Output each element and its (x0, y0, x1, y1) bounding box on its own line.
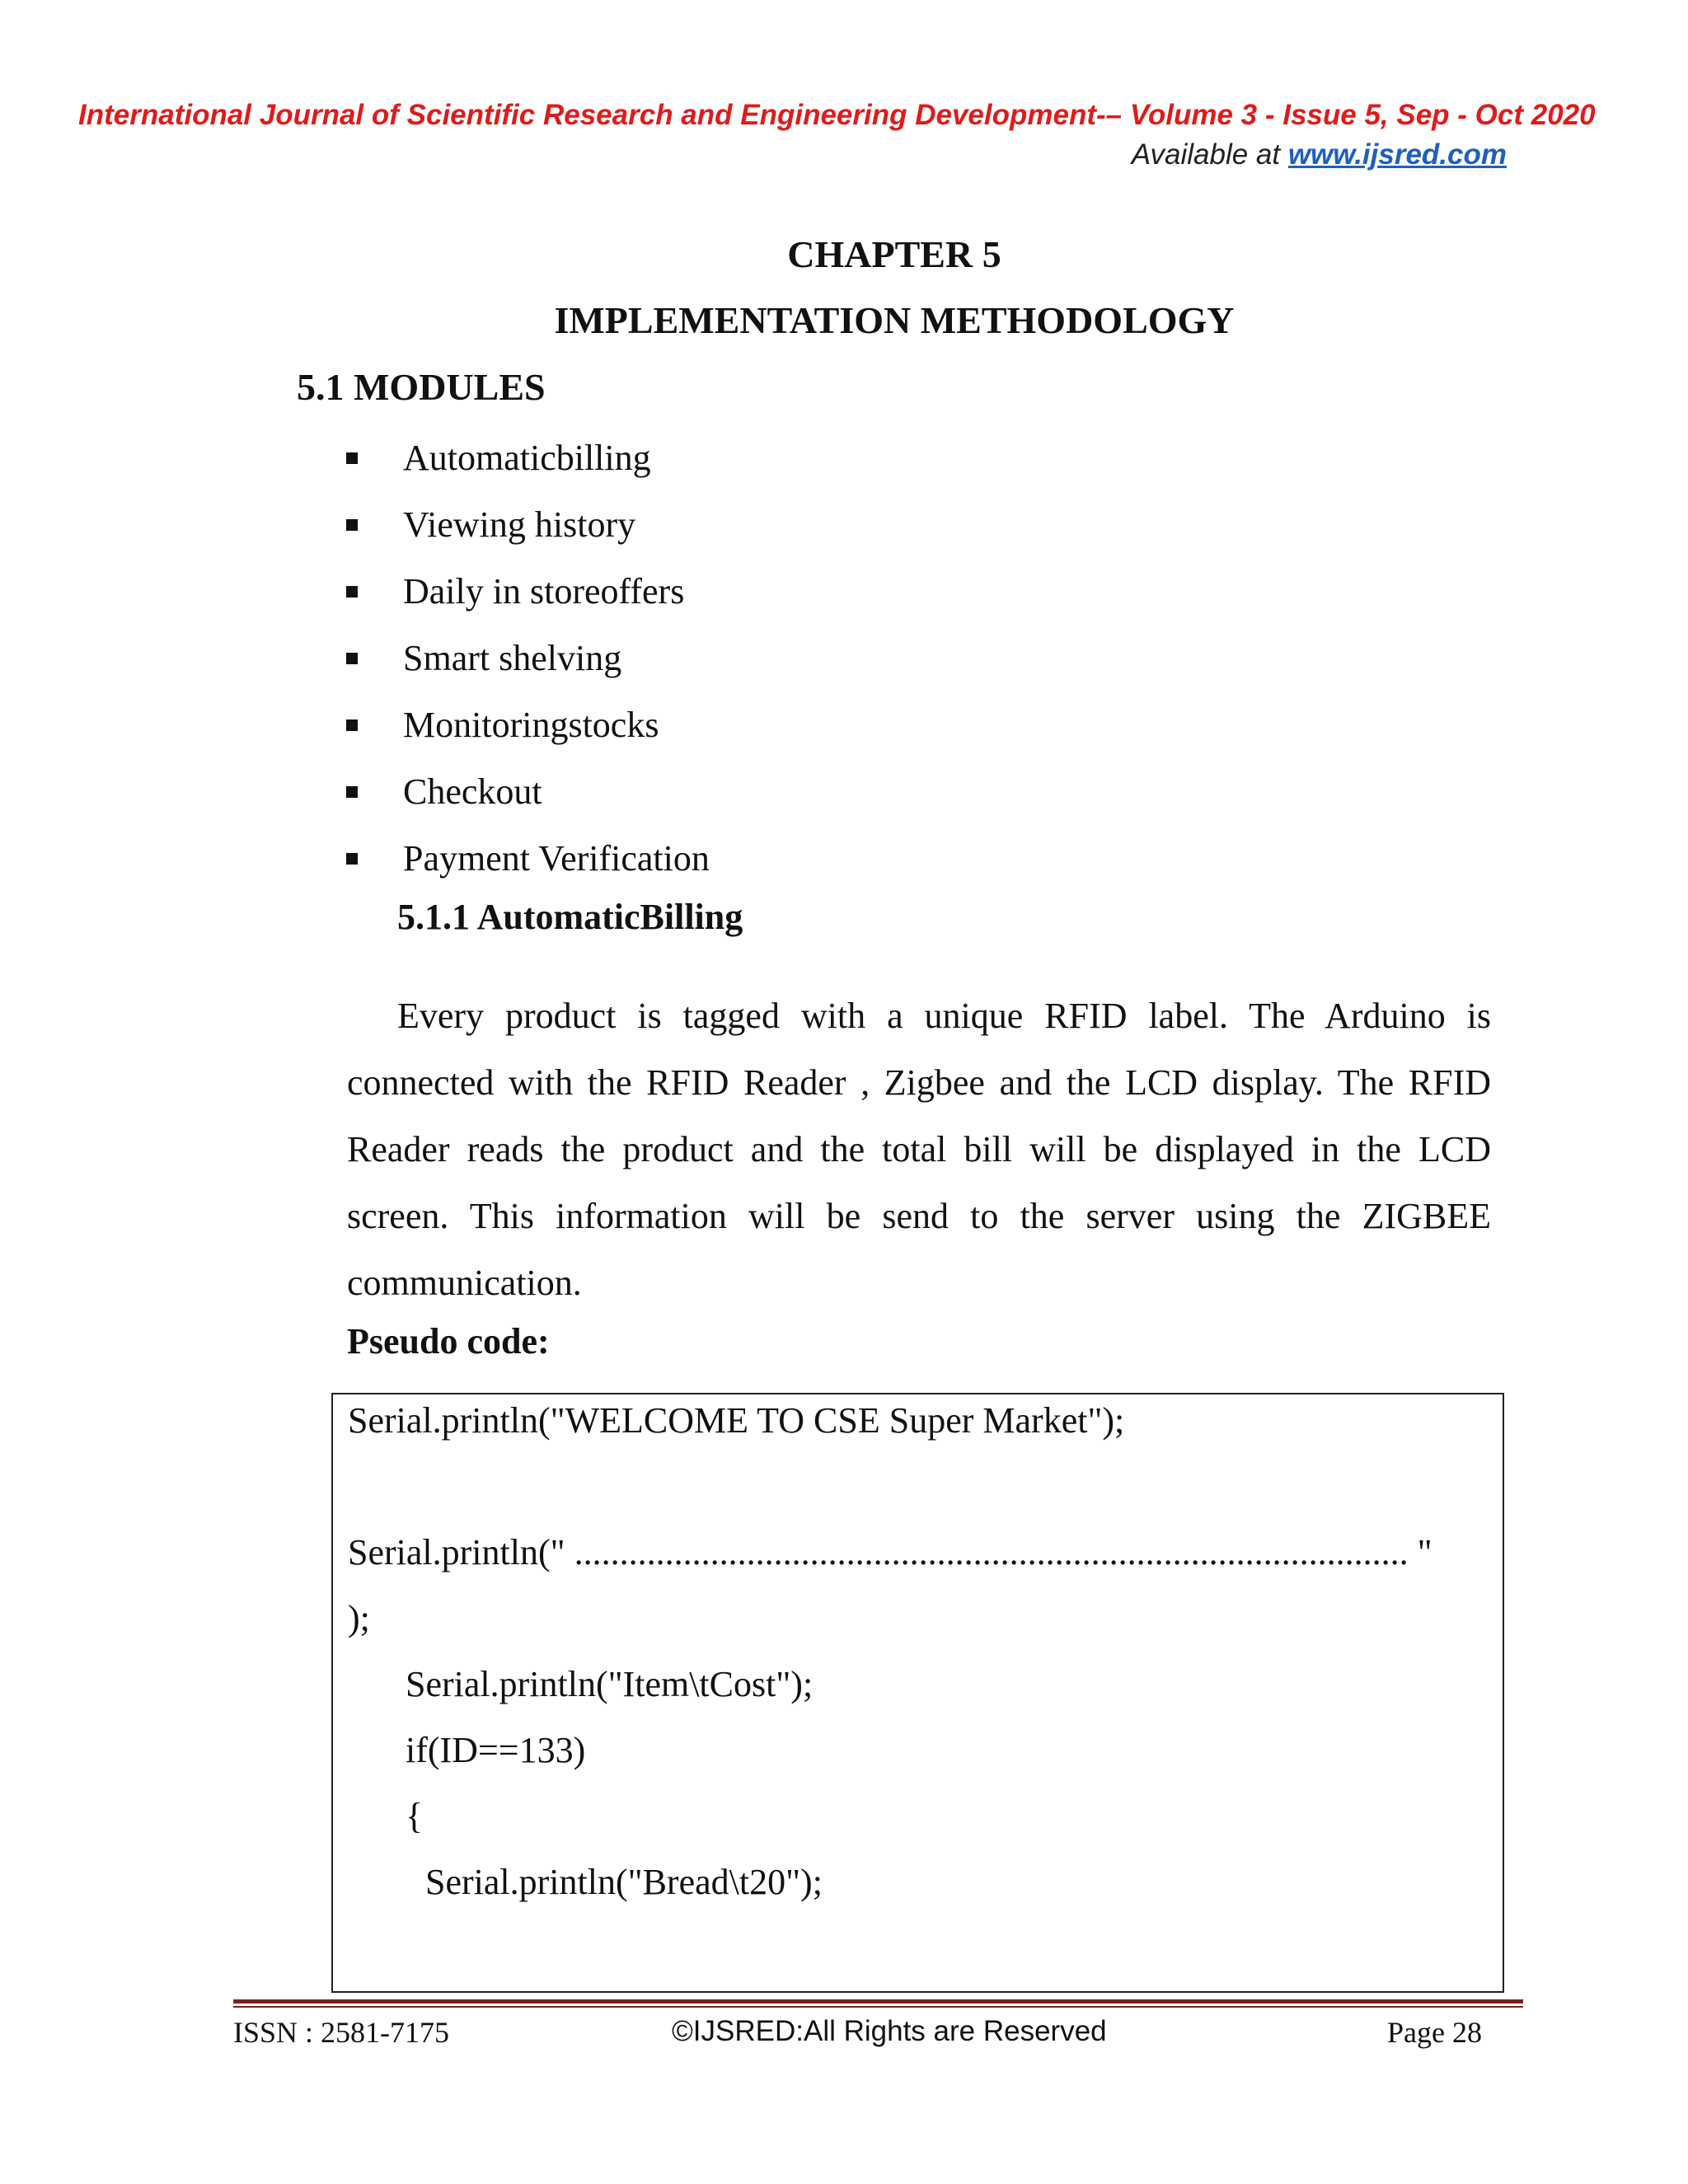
code-line: Serial.println("Item\tCost"); (406, 1664, 814, 1704)
module-label: Automaticbilling (403, 438, 651, 478)
code-line: { (406, 1796, 424, 1836)
bullet-icon (346, 719, 358, 731)
code-line: if(ID==133) (406, 1730, 586, 1770)
bullet-icon (346, 786, 358, 798)
module-list (346, 424, 710, 892)
footer-page-number: Page 28 (1387, 2016, 1482, 2049)
module-item (346, 558, 710, 625)
journal-website-link[interactable]: www.ijsred.com (1287, 138, 1507, 171)
chapter-title: CHAPTER 5 (787, 233, 1001, 275)
module-label: Checkout (403, 771, 542, 812)
body-paragraph: Every product is tagged with a unique RFID label. The Arduino is connected with the RFID Reader , Zigbee and the LCD display. The RFID Reader reads the product and the total bill will be displayed in the LCD screen. This information will be send to the server using the ZIGBEE communication. (347, 996, 1491, 1303)
module-item (346, 825, 710, 892)
footer-divider (233, 2006, 1523, 2008)
bullet-icon (346, 853, 358, 865)
module-label: Monitoringstocks (403, 705, 659, 745)
pseudo-code-label: Pseudo code: (347, 1321, 550, 1361)
module-item (346, 424, 710, 491)
code-line: Serial.println("Bread\t20"); (425, 1862, 823, 1902)
section-heading: 5.1 MODULES (297, 366, 546, 408)
chapter-subtitle: IMPLEMENTATION METHODOLOGY (554, 299, 1235, 341)
subsection-heading: 5.1.1 AutomaticBilling (397, 897, 743, 937)
bullet-icon (346, 452, 358, 464)
code-line: ); (348, 1598, 370, 1638)
module-label: Smart shelving (403, 638, 622, 678)
code-line: Serial.println(" ............................................................................................ " (348, 1532, 1432, 1572)
module-item (346, 691, 710, 758)
bullet-icon (346, 586, 358, 598)
module-label: Daily in storeoffers (403, 571, 685, 612)
module-item (346, 625, 710, 691)
journal-title: International Journal of Scientific Research and Engineering Development-– Volume 3 - Issue 5, Sep - Oct 2020 (78, 99, 1596, 131)
bullet-icon (346, 653, 358, 664)
module-label: Payment Verification (403, 838, 710, 879)
code-line: Serial.println("WELCOME TO CSE Super Market"); (348, 1400, 1125, 1441)
module-item (346, 758, 710, 825)
module-item (346, 491, 710, 558)
available-prefix: Available at (1131, 138, 1288, 171)
bullet-icon (346, 519, 358, 531)
code-box (331, 1393, 1504, 1993)
footer-issn: ISSN : 2581-7175 (233, 2016, 450, 2049)
footer-copyright: ©IJSRED:All Rights are Reserved (672, 2015, 1107, 2047)
module-label: Viewing history (403, 504, 636, 545)
footer-divider (233, 1999, 1523, 2004)
availability-line (1132, 138, 1507, 171)
